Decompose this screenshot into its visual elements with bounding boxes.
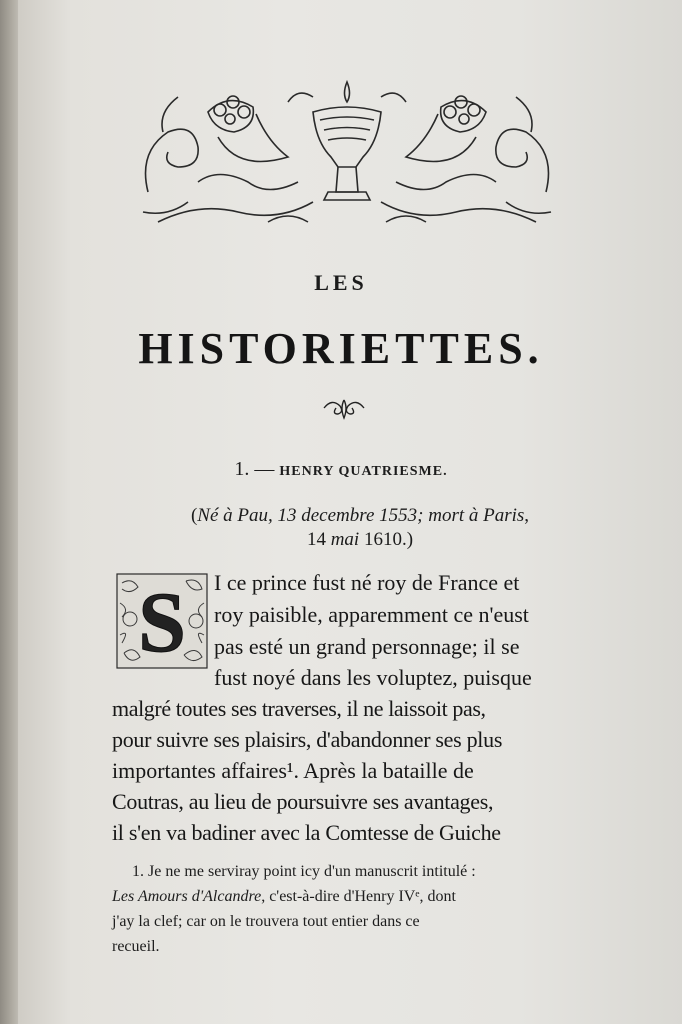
body-line-9: il s'en va badiner avec la Comtesse de Guiche [112,820,501,845]
title-historiettes: HISTORIETTES. [138,324,544,373]
footnote-line-4: recueil. [112,938,160,955]
death-place: mort à Paris [428,505,525,526]
chapter-number: 1. — [234,458,275,480]
footnote-line-2 [112,888,456,906]
body-line-1: I ce prince fust né roy de France et [214,570,520,595]
body-line-8: Coutras, au lieu de poursuivre ses avantages, [112,789,494,814]
chapter-name: HENRY QUATRIESME. [279,464,448,479]
footnote-line-2-rest: , c'est-à-dire d'Henry IVᵉ, dont [261,888,456,905]
body-line-6: pour suivre ses plaisirs, d'abandonner ses plus [112,727,503,752]
footnote-line-3: j'ay la clef; car on le trouvera tout entier dans ce [112,913,420,930]
footnote-book-title: Les Amours d'Alcandre [112,888,262,905]
body-line-2: roy paisible, apparemment ce n'eust [214,602,529,627]
dates-comma: , [524,505,530,526]
chapter-heading [0,458,682,481]
body-line-7: importantes affaires¹. Après la bataille de [112,758,474,783]
drop-cap-letter: S [138,574,186,669]
drop-cap-s [116,573,208,669]
body-line-4: fust noyé dans les voluptez, puisque [214,665,532,690]
dates-subtitle [150,504,570,552]
dates-open: ( [190,505,198,526]
born-date: 13 decembre 1553; [277,505,424,526]
born-place: Né à Pau, [197,505,273,526]
headpiece-ornament [138,72,556,230]
death-month: mai [330,529,360,550]
flourish-ornament [322,394,366,422]
footnote-line-1: 1. Je ne me serviray point icy d'un manuscrit intitulé : [132,863,476,880]
body-line-3: pas esté un grand personnage; il se [214,634,520,659]
death-day: 14 [306,529,326,550]
body-line-5: malgré toutes ses traverses, il ne laissoit pas, [112,696,486,721]
death-year: 1610.) [363,529,414,550]
title-les: LES [314,270,368,295]
